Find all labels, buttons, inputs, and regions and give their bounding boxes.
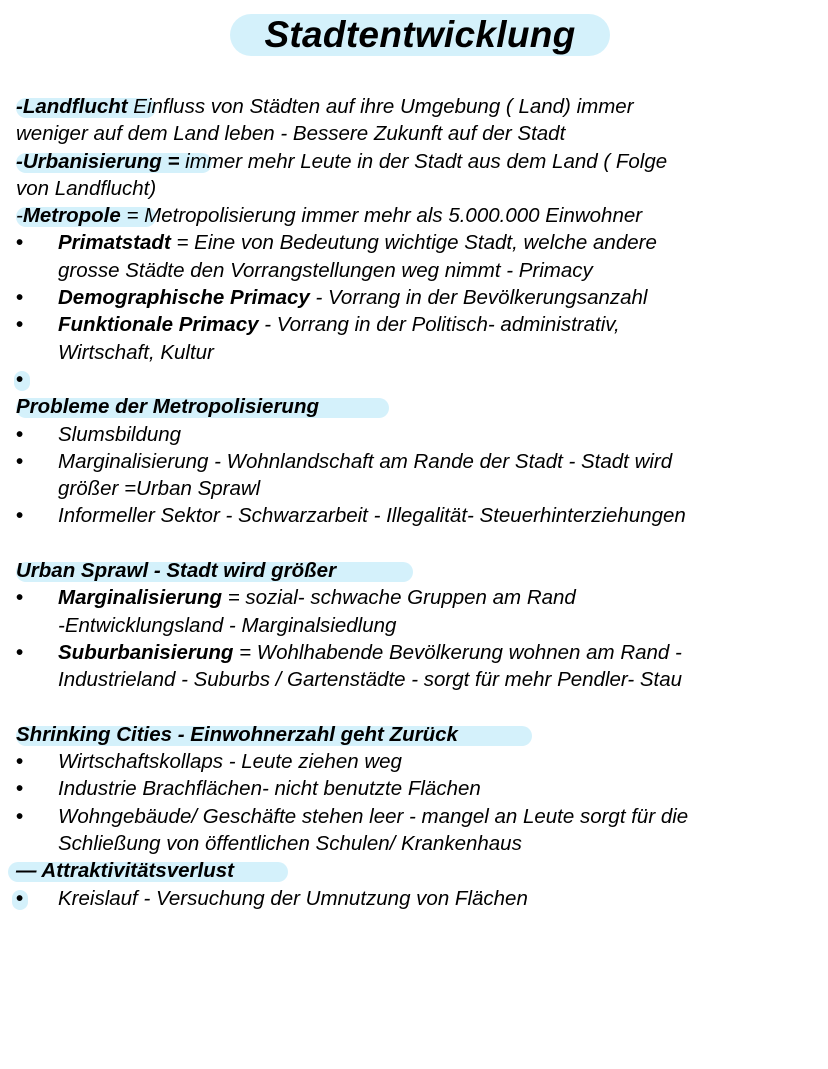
list-item-continuation	[16, 612, 816, 639]
metropole-prefix: -	[16, 204, 23, 228]
shrinking-item-text: Industrie Brachflächen- nicht benutzte Flächen	[58, 777, 481, 801]
list-item-continuation	[16, 257, 816, 284]
attraktivitaet-line	[16, 857, 816, 884]
suburbanisierung-term: Suburbanisierung	[58, 640, 234, 664]
suburbanisierung-text-2: Industrieland - Suburbs / Gartenstädte - sorgt für mehr Pendler- Stau	[58, 668, 683, 692]
demographische-term: Demographische Primacy	[58, 286, 310, 310]
urbanisierung-line-2	[16, 175, 816, 202]
bullet-icon: •	[16, 313, 24, 337]
marginalisierung-text: = sozial- schwache Gruppen am Rand	[222, 586, 576, 610]
shrinking-item-text: Wirtschaftskollaps - Leute ziehen weg	[58, 750, 402, 774]
bullet-icon: •	[16, 886, 24, 910]
landflucht-term: -Landflucht	[16, 95, 128, 118]
list-item-continuation	[16, 830, 816, 857]
bullet-icon: •	[16, 367, 24, 391]
suburbanisierung-text: = Wohlhabende Bevölkerung wohnen am Rand -	[233, 640, 682, 664]
bullet-icon: •	[16, 231, 24, 255]
bullet-icon: •	[16, 286, 24, 310]
list-item	[16, 584, 816, 611]
landflucht-text: Einfluss von Städten auf ihre Umgebung ( Land) immer	[127, 95, 634, 118]
list-item	[16, 421, 816, 448]
list-item	[16, 448, 816, 475]
list-item	[16, 284, 816, 311]
list-item	[16, 311, 816, 338]
list-item	[16, 803, 816, 830]
marginalisierung-text-2: -Entwicklungsland - Marginalsiedlung	[58, 613, 397, 637]
metropole-text: = Metropolisierung immer mehr als 5.000.000 Einwohner	[120, 204, 643, 228]
spacer	[16, 530, 816, 557]
list-item	[16, 775, 816, 802]
probleme-item-text-2: größer =Urban Sprawl	[58, 477, 261, 501]
attraktivitaet-heading: — Attraktivitätsverlust	[16, 859, 234, 883]
funktionale-term: Funktionale Primacy	[58, 313, 259, 337]
funktionale-text: - Vorrang in der Politisch- administrativ,	[258, 313, 620, 337]
probleme-item-text: Marginalisierung - Wohnlandschaft am Rande der Stadt - Stadt wird	[58, 449, 673, 473]
urbanisierung-text-2: von Landflucht)	[16, 176, 157, 200]
urbanisierung-text: immer mehr Leute in der Stadt aus dem Land ( Folge	[179, 149, 668, 173]
bullet-icon: •	[16, 504, 24, 528]
shrinking-item-text: Wohngebäude/ Geschäfte stehen leer - mangel an Leute sorgt für die	[58, 804, 689, 828]
probleme-item-text: Informeller Sektor - Schwarzarbeit - Illegalität- Steuerhinterziehungen	[58, 504, 686, 528]
primatstadt-text: = Eine von Bedeutung wichtige Stadt, welche andere	[170, 231, 657, 255]
list-item	[16, 885, 816, 912]
bullet-icon: •	[16, 750, 24, 774]
marginalisierung-term: Marginalisierung	[58, 586, 223, 610]
sprawl-heading: Urban Sprawl - Stadt wird größer	[16, 559, 337, 583]
urbanisierung-term: -Urbanisierung =	[16, 149, 180, 173]
metropole-line	[16, 202, 816, 229]
bullet-icon: •	[16, 422, 24, 446]
kreislauf-text: Kreislauf - Versuchung der Umnutzung von Flächen	[58, 886, 528, 910]
list-item	[16, 748, 816, 775]
bullet-icon: •	[16, 804, 24, 828]
probleme-item-text: Slumsbildung	[58, 422, 182, 446]
primatstadt-text-2: grosse Städte den Vorrangstellungen weg nimmt - Primacy	[58, 258, 593, 282]
list-item-continuation	[16, 475, 816, 502]
list-item	[16, 639, 816, 666]
page-title: Stadtentwicklung	[264, 14, 576, 55]
document-body	[16, 93, 816, 912]
list-item-continuation	[16, 339, 816, 366]
landflucht-line-2	[16, 120, 816, 147]
bullet-icon: •	[16, 777, 24, 801]
bullet-icon: •	[16, 640, 24, 664]
list-item	[16, 502, 816, 529]
demographische-text: - Vorrang in der Bevölkerungsanzahl	[309, 286, 648, 310]
metropole-term: Metropole	[22, 204, 121, 228]
funktionale-text-2: Wirtschaft, Kultur	[58, 340, 214, 364]
landflucht-text-2: weniger auf dem Land leben - Bessere Zukunft auf der Stadt	[16, 122, 566, 146]
list-item-continuation	[16, 666, 816, 693]
spacer	[16, 694, 816, 721]
shrinking-heading-line	[16, 721, 816, 748]
sprawl-heading-line	[16, 557, 816, 584]
urbanisierung-line	[16, 148, 816, 175]
shrinking-item-text-2: Schließung von öffentlichen Schulen/ Krankenhaus	[58, 832, 522, 856]
primatstadt-term: Primatstadt	[58, 231, 171, 255]
probleme-heading: Probleme der Metropolisierung	[16, 395, 319, 419]
title-block	[230, 14, 610, 56]
landflucht-line	[16, 93, 816, 120]
empty-list-item	[16, 366, 816, 393]
bullet-icon: •	[16, 586, 24, 610]
bullet-icon: •	[16, 449, 24, 473]
probleme-heading-line	[16, 393, 816, 420]
list-item	[16, 229, 816, 256]
shrinking-heading: Shrinking Cities - Einwohnerzahl geht Zurück	[16, 722, 458, 746]
